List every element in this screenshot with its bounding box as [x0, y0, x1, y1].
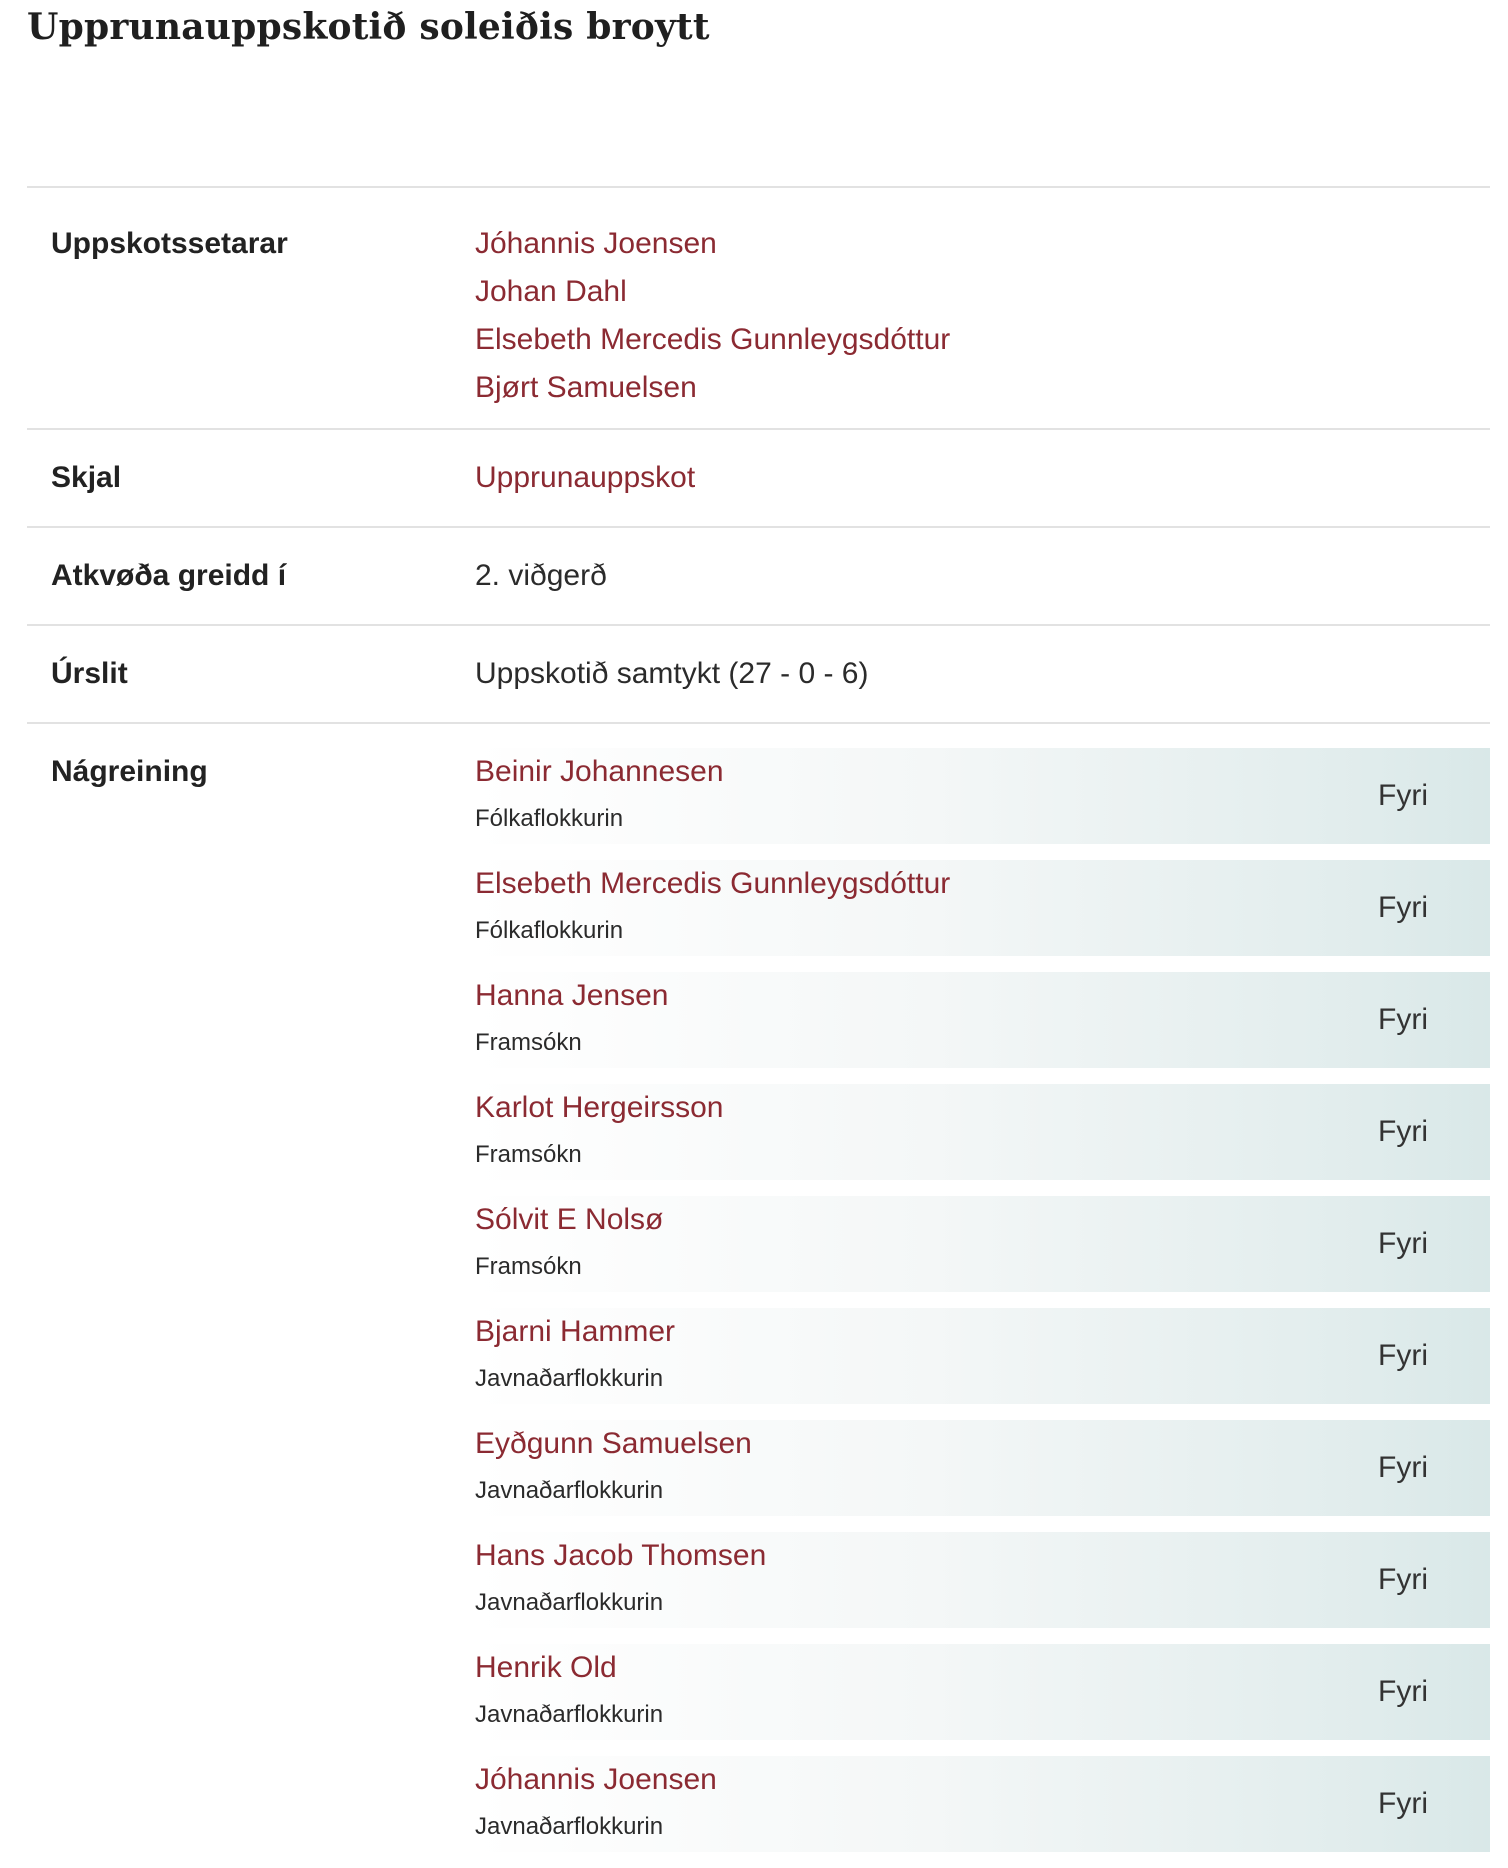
member-party: Framsókn [475, 1029, 582, 1056]
member-party: Javnaðarflokkurin [475, 1589, 664, 1616]
row-document [27, 430, 1490, 528]
vote-item [475, 748, 1490, 844]
member-link[interactable]: Hans Jacob Thomsen [475, 1539, 767, 1572]
row-breakdown [27, 724, 1490, 1868]
vote-value: Fyri [1378, 1787, 1428, 1820]
member-link[interactable]: Karlot Hergeirsson [475, 1091, 724, 1124]
member-party: Javnaðarflokkurin [475, 1365, 664, 1392]
vote-item [475, 1532, 1490, 1628]
member-party: Javnaðarflokkurin [475, 1701, 664, 1728]
member-party: Framsókn [475, 1253, 582, 1280]
member-party: Fólkaflokkurin [475, 917, 624, 944]
member-link[interactable]: Bjarni Hammer [475, 1315, 676, 1348]
voted-in-label: Atkvøða greidd í [51, 559, 287, 592]
member-party: Javnaðarflokkurin [475, 1477, 664, 1504]
sponsors-label: Uppskotssetarar [51, 227, 288, 260]
sponsors-list [475, 220, 1490, 428]
member-link[interactable]: Henrik Old [475, 1651, 617, 1684]
row-voted-in [27, 528, 1490, 626]
sponsor-link[interactable]: Jóhannis Joensen [475, 227, 717, 260]
sponsor-link[interactable]: Bjørt Samuelsen [475, 371, 697, 404]
vote-value: Fyri [1378, 891, 1428, 924]
info-table [27, 186, 1490, 1868]
vote-item [475, 1420, 1490, 1516]
vote-value: Fyri [1378, 1675, 1428, 1708]
document-value-cell [475, 458, 1490, 498]
vote-item [475, 860, 1490, 956]
sponsor-link[interactable]: Johan Dahl [475, 275, 627, 308]
vote-item [475, 1308, 1490, 1404]
row-sponsors [27, 188, 1490, 430]
vote-item [475, 1644, 1490, 1740]
member-party: Fólkaflokkurin [475, 805, 624, 832]
member-link[interactable]: Hanna Jensen [475, 979, 669, 1012]
vote-item [475, 972, 1490, 1068]
vote-value: Fyri [1378, 779, 1428, 812]
vote-value: Fyri [1378, 1451, 1428, 1484]
vote-list [475, 748, 1490, 1868]
sponsor-link[interactable]: Elsebeth Mercedis Gunnleygsdóttur [475, 323, 951, 356]
row-result [27, 626, 1490, 724]
vote-item [475, 1756, 1490, 1852]
voted-in-value: 2. viðgerð [475, 559, 607, 592]
document-label: Skjal [51, 461, 122, 494]
member-link[interactable]: Jóhannis Joensen [475, 1763, 717, 1796]
member-party: Framsókn [475, 1141, 582, 1168]
result-value: Uppskotið samtykt (27 - 0 - 6) [475, 657, 869, 690]
member-link[interactable]: Eyðgunn Samuelsen [475, 1427, 752, 1460]
document-link[interactable]: Upprunauppskot [475, 461, 696, 494]
vote-value: Fyri [1378, 1339, 1428, 1372]
vote-value: Fyri [1378, 1003, 1428, 1036]
page-title: Upprunauppskotið soleiðis broytt [27, 6, 710, 48]
breakdown-label: Nágreining [51, 755, 208, 788]
vote-item [475, 1084, 1490, 1180]
vote-item [475, 1196, 1490, 1292]
vote-value: Fyri [1378, 1115, 1428, 1148]
vote-value: Fyri [1378, 1563, 1428, 1596]
member-link[interactable]: Elsebeth Mercedis Gunnleygsdóttur [475, 867, 951, 900]
member-link[interactable]: Beinir Johannesen [475, 755, 724, 788]
member-link[interactable]: Sólvit E Nolsø [475, 1203, 664, 1236]
vote-value: Fyri [1378, 1227, 1428, 1260]
member-party: Javnaðarflokkurin [475, 1813, 664, 1840]
result-label: Úrslit [51, 657, 128, 690]
